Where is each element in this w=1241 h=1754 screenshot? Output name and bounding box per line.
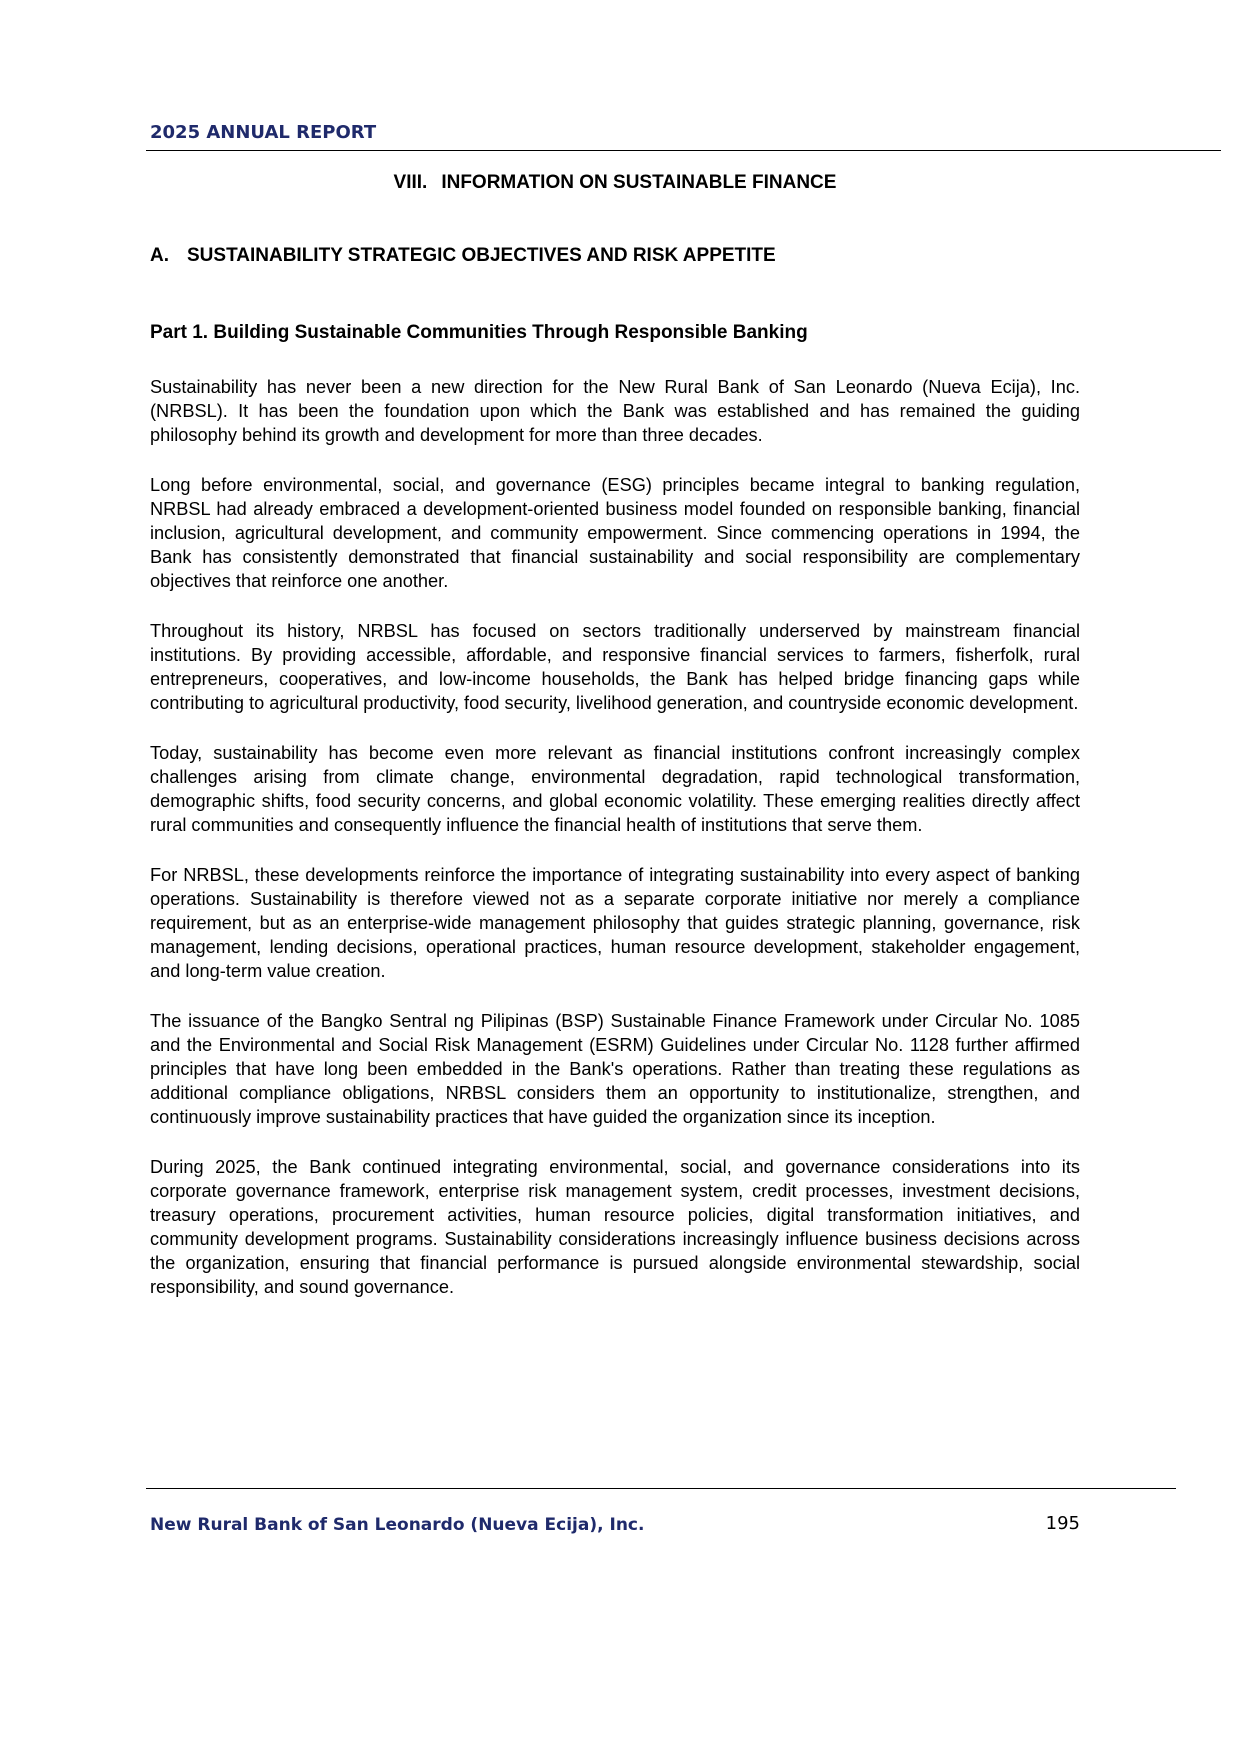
footer-bank-name: New Rural Bank of San Leonardo (Nueva Ecija), Inc.: [150, 1515, 645, 1535]
report-header-title: 2025 ANNUAL REPORT: [150, 122, 377, 143]
subsection-title: SUSTAINABILITY STRATEGIC OBJECTIVES AND RISK APPETITE: [187, 245, 776, 266]
section-heading: [150, 172, 1080, 194]
subsection-heading: [150, 245, 776, 267]
paragraph: The issuance of the Bangko Sentral ng Pilipinas (BSP) Sustainable Finance Framework under Circular No. 1085 and the Environmental and Social Risk Management (ESRM) Guidelines under Circular No. 1128 further affirmed principles that have long been embedded in the Bank's operations. Rather than treating these regulations as additional compliance obligations, NRBSL considers them an opportunity to institutionalize, strengthen, and continuously improve sustainability practices that have guided the organization since its inception.: [150, 1011, 1080, 1127]
part-heading: Part 1. Building Sustainable Communities Through Responsible Banking: [150, 322, 808, 343]
paragraph: Sustainability has never been a new direction for the New Rural Bank of San Leonardo (Nueva Ecija), Inc. (NRBSL). It has been the foundation upon which the Bank was established and has remained the guiding philosophy behind its growth and development for more than three decades.: [150, 377, 1080, 445]
footer-divider: [146, 1488, 1176, 1489]
paragraph: For NRBSL, these developments reinforce the importance of integrating sustainability into every aspect of banking operations. Sustainability is therefore viewed not as a separate corporate initiative nor merely a compliance requirement, but as an enterprise-wide management philosophy that guides strategic planning, governance, risk management, lending decisions, operational practices, human resource development, stakeholder engagement, and long-term value creation.: [150, 865, 1080, 981]
body-text: [150, 375, 1080, 1325]
page-number: 195: [1045, 1513, 1080, 1534]
header-divider: [146, 150, 1221, 151]
paragraph: Throughout its history, NRBSL has focused on sectors traditionally underserved by mainstream financial institutions. By providing accessible, affordable, and responsive financial services to farmers, fisherfolk, rural entrepreneurs, cooperatives, and low-income households, the Bank has helped bridge financing gaps while contributing to agricultural productivity, food security, livelihood generation, and countryside economic development.: [150, 621, 1080, 713]
paragraph: Long before environmental, social, and governance (ESG) principles became integral to banking regulation, NRBSL had already embraced a development-oriented business model founded on responsible banking, financial inclusion, agricultural development, and community empowerment. Since commencing operations in 1994, the Bank has consistently demonstrated that financial sustainability and social responsibility are complementary objectives that reinforce one another.: [150, 475, 1080, 591]
subsection-letter: A.: [150, 245, 169, 266]
paragraph: During 2025, the Bank continued integrating environmental, social, and governance considerations into its corporate governance framework, enterprise risk management system, credit processes, investment decisions, treasury operations, procurement activities, human resource policies, digital transformation initiatives, and community development programs. Sustainability considerations increasingly influence business decisions across the organization, ensuring that financial performance is pursued alongside environmental stewardship, social responsibility, and sound governance.: [150, 1157, 1080, 1297]
paragraph: Today, sustainability has become even more relevant as financial institutions confront increasingly complex challenges arising from climate change, environmental degradation, rapid technological transformation, demographic shifts, food security concerns, and global economic volatility. These emerging realities directly affect rural communities and consequently influence the financial health of institutions that serve them.: [150, 743, 1080, 835]
section-number: VIII.: [393, 172, 428, 193]
section-title: INFORMATION ON SUSTAINABLE FINANCE: [441, 172, 837, 193]
